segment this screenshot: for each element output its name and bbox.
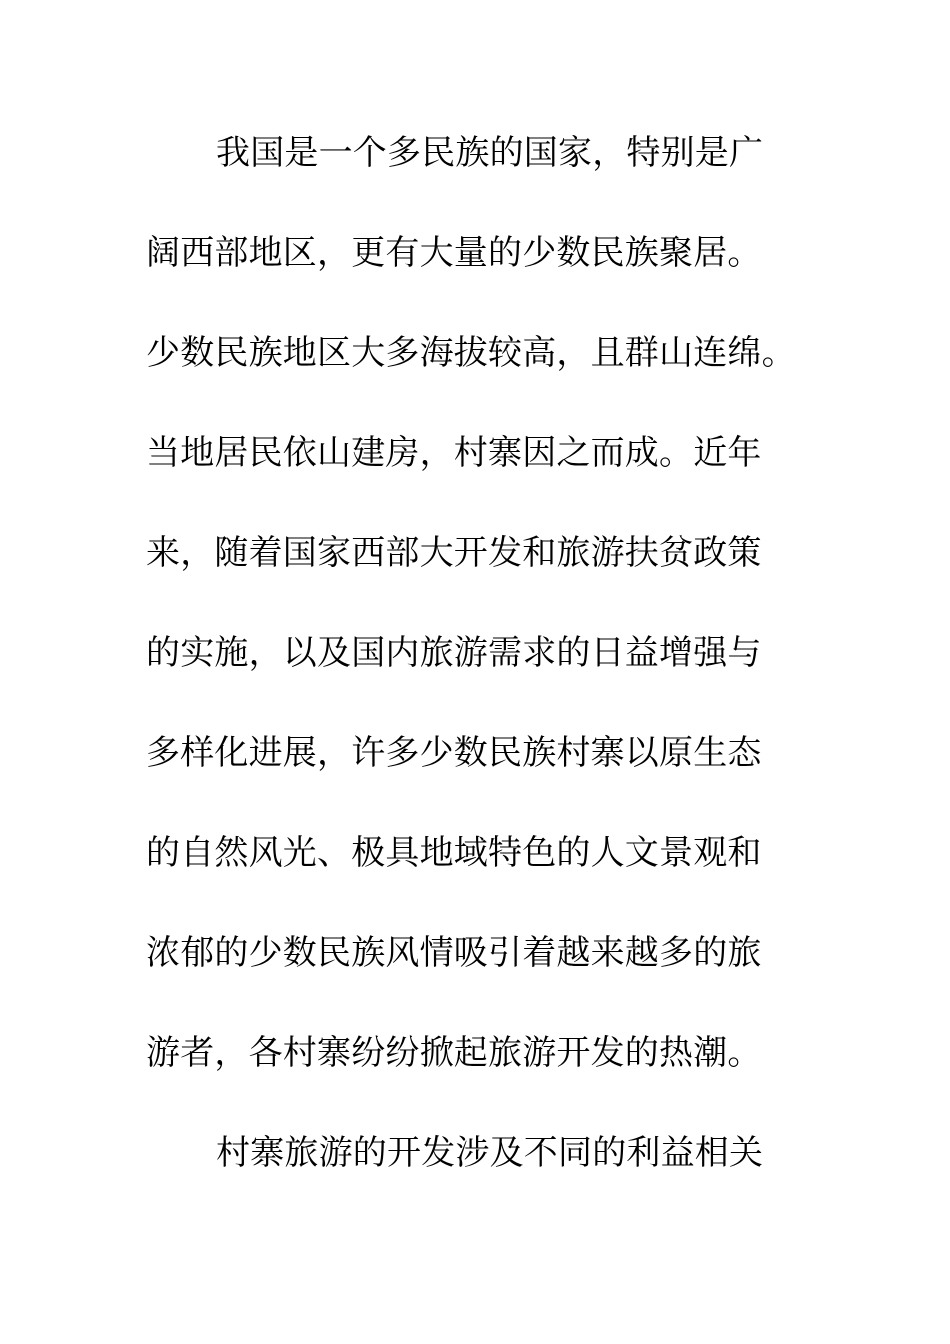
paragraph-1-line-7: 多样化进展，许多少数民族村寨以原生态 <box>146 733 762 773</box>
paragraph-1-line-4: 当地居民依山建房，村寨因之而成。近年 <box>146 433 762 473</box>
paragraph-1-line-3: 少数民族地区大多海拔较高，且群山连绵。 <box>146 333 796 373</box>
paragraph-1-line-6: 的实施，以及国内旅游需求的日益增强与 <box>146 633 762 673</box>
paragraph-1-line-1: 我国是一个多民族的国家，特别是广 <box>216 133 764 173</box>
paragraph-1-line-9: 浓郁的少数民族风情吸引着越来越多的旅 <box>146 933 762 973</box>
paragraph-1-line-8: 的自然风光、极具地域特色的人文景观和 <box>146 833 762 873</box>
body-text <box>146 124 826 1224</box>
paragraph-2-line-1: 村寨旅游的开发涉及不同的利益相关 <box>216 1133 764 1173</box>
paragraph-1-line-2: 阔西部地区，更有大量的少数民族聚居。 <box>146 233 762 273</box>
paragraph-1-line-10: 游者，各村寨纷纷掀起旅游开发的热潮。 <box>146 1033 762 1073</box>
paragraph-1-line-5: 来，随着国家西部大开发和旅游扶贫政策 <box>146 533 762 573</box>
